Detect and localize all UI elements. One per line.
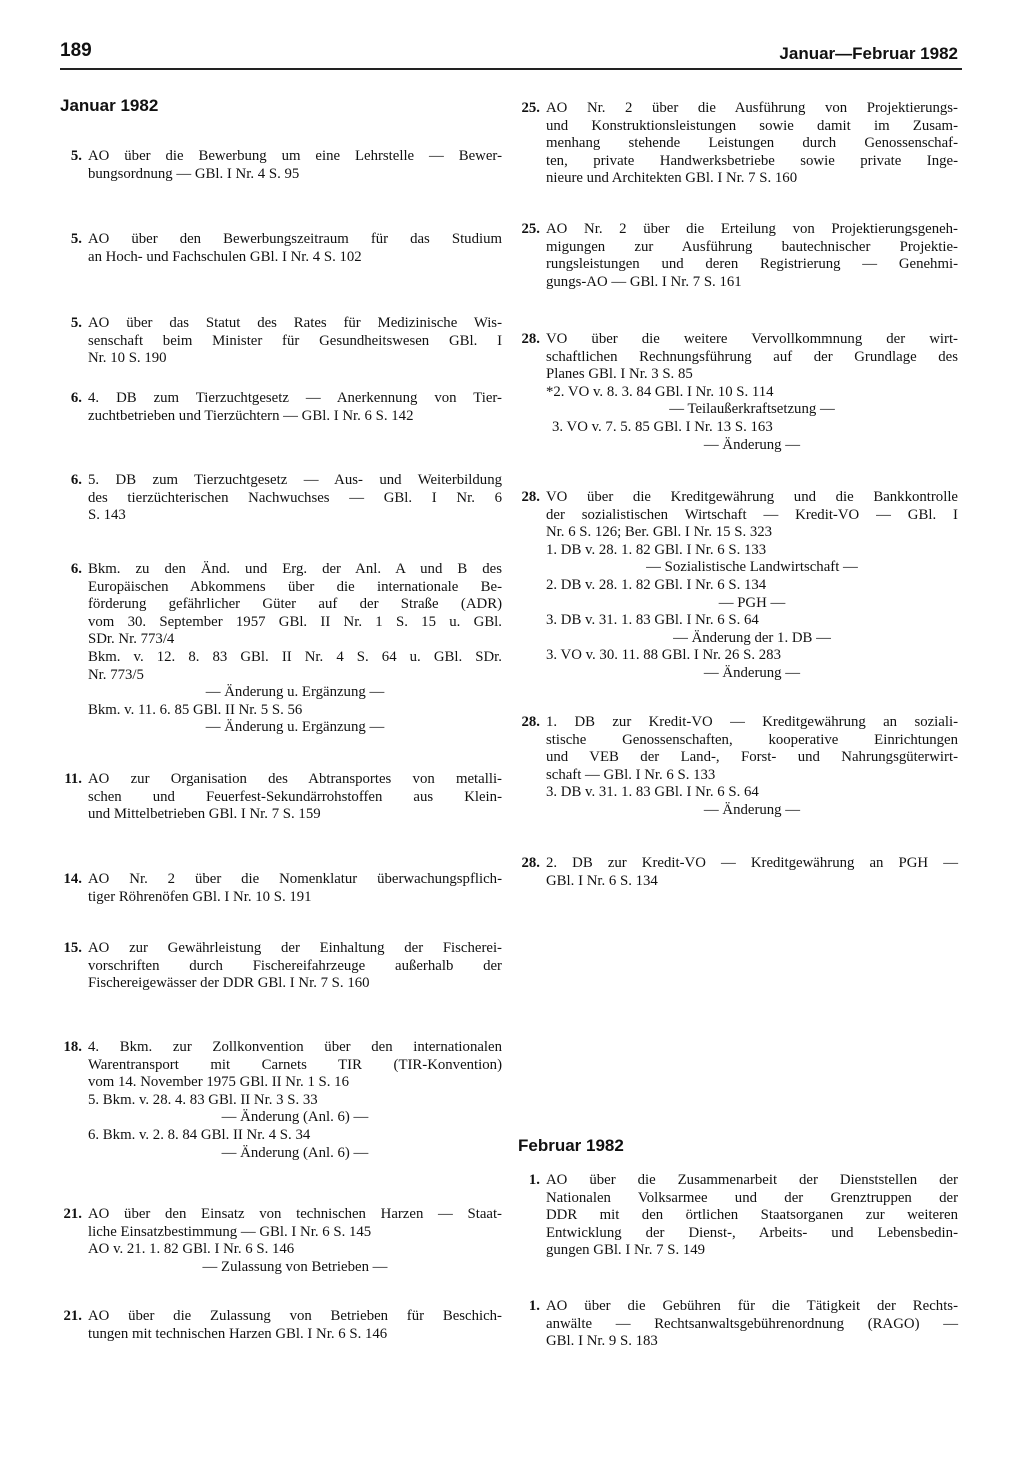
entry-line: 3. VO v. 7. 5. 85 GBl. I Nr. 13 S. 163 [552, 418, 773, 435]
entry-text [546, 100, 958, 188]
entry-line: — Änderung u. Ergänzung — [205, 719, 385, 736]
entry-line: — Änderung der 1. DB — [673, 629, 831, 646]
entry-date: 28. [521, 489, 540, 505]
month-heading-februar: Februar 1982 [518, 1136, 624, 1155]
entry-line: 1. DB zur Kredit-VO — Kreditgewährung an soziali- [546, 714, 958, 730]
entry-line: Nr. 10 S. 190 [88, 350, 167, 367]
entry-date: 28. [521, 714, 540, 730]
entry-date: 5. [70, 148, 82, 164]
entry-line: senschaft beim Minister für Gesundheitswesen GBl. I [88, 332, 502, 349]
entry-line: Warentransport mit Carnets TIR (TIR-Konvention) [88, 1056, 502, 1073]
entry-line: AO Nr. 2 über die Ausführung von Projektierungs- [546, 100, 958, 116]
month-heading-januar: Januar 1982 [60, 96, 159, 115]
entry-line: AO über den Einsatz von technischen Harzen — Staat- [88, 1206, 502, 1222]
entry-line: 5. Bkm. v. 28. 4. 83 GBl. II Nr. 3 S. 33 [88, 1091, 318, 1108]
entry-date: 28. [521, 331, 540, 347]
entry-line: — Zulassung von Betrieben — [202, 1258, 388, 1275]
entry-line: AO über die Zulassung von Betrieben für Beschich- [88, 1308, 502, 1324]
entry-line: GBl. I Nr. 9 S. 183 [546, 1333, 658, 1350]
entry-line: — Änderung u. Ergänzung — [205, 684, 385, 701]
entry-line: AO über die Bewerbung um eine Lehrstelle — Bewer- [88, 148, 502, 164]
entry-line: AO Nr. 2 über die Nomenklatur überwachungspflich- [88, 871, 502, 887]
entry-line: tiger Röhrenöfen GBl. I Nr. 10 S. 191 [88, 888, 312, 905]
entry-line: — PGH — [718, 594, 786, 611]
entry-line: VO über die weitere Vervollkommnung der wirt- [546, 331, 958, 347]
entry-line: vom 30. September 1957 GBl. II Nr. 1 S. 15 u. GBl. [88, 613, 502, 630]
entry-line: — Änderung — [703, 664, 801, 681]
entry-line: menhang stehende Leistungen durch Genossenschaf- [546, 135, 958, 152]
entry-line: und Konstruktionsleistungen sowie damit im Zusam- [546, 117, 958, 134]
entry-line: gungen GBl. I Nr. 7 S. 149 [546, 1242, 706, 1259]
entry-line: AO zur Organisation des Abtransportes von metalli- [88, 771, 502, 787]
entry-line: ten, private Handwerksbetriebe sowie private Inge- [546, 152, 958, 169]
entry-line: schen und Feuerfest-Sekundärrohstoffen aus Klein- [88, 788, 502, 805]
entry-line: — Sozialistische Landwirtschaft — [646, 559, 858, 576]
entry-line: — Änderung (Anl. 6) — [221, 1144, 369, 1161]
entry-text [546, 1172, 958, 1260]
entry-text [546, 855, 958, 890]
entry-text [546, 331, 958, 454]
entry-line: AO über die Zusammenarbeit der Dienststellen der [546, 1172, 958, 1188]
entry-line: Nr. 6 S. 126; Ber. GBl. I Nr. 15 S. 323 [546, 524, 773, 541]
entry-line: und Mittelbetrieben GBl. I Nr. 7 S. 159 [88, 806, 321, 823]
entry-line: Europäischen Abkommens über die internationale Be- [88, 578, 502, 595]
entry-date: 15. [63, 940, 82, 956]
entry-line: Fischereigewässer der DDR GBl. I Nr. 7 S. 160 [88, 975, 370, 992]
entry-line: AO Nr. 2 über die Erteilung von Projektierungsgeneh- [546, 221, 958, 237]
entry-text [546, 221, 958, 291]
entry-line: 2. DB zur Kredit-VO — Kreditgewährung an PGH — [546, 855, 958, 871]
entry-date: 6. [70, 472, 82, 488]
entry-line: *2. VO v. 8. 3. 84 GBl. I Nr. 10 S. 114 [546, 383, 774, 400]
entry-text [88, 390, 502, 425]
entry-date: 25. [521, 100, 540, 116]
entry-line: Bkm. v. 12. 8. 83 GBl. II Nr. 4 S. 64 u. GBl. SDr. [88, 648, 502, 665]
entry-line: 3. DB v. 31. 1. 83 GBl. I Nr. 6 S. 64 [546, 612, 759, 629]
page-number: 189 [60, 40, 92, 61]
entry-line: förderung gefährlicher Güter auf der Straße (ADR) [88, 596, 502, 613]
entry-text [88, 771, 502, 824]
entry-line: — Änderung — [703, 801, 801, 818]
entry-line: AO über die Gebühren für die Tätigkeit der Rechts- [546, 1298, 958, 1314]
entry-line: DDR mit den örtlichen Staatsorganen zur weiteren [546, 1207, 958, 1224]
entry-line: nieure und Architekten GBl. I Nr. 7 S. 160 [546, 170, 798, 187]
entry-line: vorschriften durch Fischereifahrzeuge außerhalb der [88, 957, 502, 974]
entry-line: 4. Bkm. zur Zollkonvention über den internationalen [88, 1039, 502, 1055]
entry-line: des tierzüchterischen Nachwuchses — GBl. I Nr. 6 [88, 489, 502, 506]
entry-line: Nr. 773/5 [88, 666, 144, 683]
entry-line: Planes GBl. I Nr. 3 S. 85 [546, 366, 693, 383]
entry-date: 18. [63, 1039, 82, 1055]
entry-line: 2. DB v. 28. 1. 82 GBl. I Nr. 6 S. 134 [546, 576, 767, 593]
entry-line: Entwicklung der Dienst-, Arbeits- und Lebensbedin- [546, 1224, 958, 1241]
entry-text [88, 1308, 502, 1343]
header-rule [60, 68, 962, 70]
entry-line: schaft — GBl. I Nr. 6 S. 133 [546, 766, 716, 783]
entry-line: schaftlichen Rechnungsführung auf der Grundlage des [546, 348, 958, 365]
entry-line: — Änderung (Anl. 6) — [221, 1109, 369, 1126]
entry-line: tungen mit technischen Harzen GBl. I Nr. 6 S. 146 [88, 1325, 388, 1342]
entry-line: liche Einsatzbestimmung — GBl. I Nr. 6 S. 145 [88, 1223, 372, 1240]
entry-text [88, 315, 502, 368]
entry-date: 14. [63, 871, 82, 887]
entry-date: 6. [70, 561, 82, 577]
entry-line: GBl. I Nr. 6 S. 134 [546, 872, 658, 889]
entry-line: Nationalen Volksarmee und der Grenztruppen der [546, 1189, 958, 1206]
entry-line: 1. DB v. 28. 1. 82 GBl. I Nr. 6 S. 133 [546, 541, 767, 558]
entry-date: 21. [63, 1206, 82, 1222]
entry-line: — Teilaußerkraftsetzung — [669, 401, 835, 418]
running-title: Januar—Februar 1982 [779, 44, 958, 63]
entry-text [88, 561, 502, 737]
entry-text [88, 871, 502, 906]
entry-line: 5. DB zum Tierzuchtgesetz — Aus- und Weiterbildung [88, 472, 502, 488]
entry-line: AO über den Bewerbungszeitraum für das Studium [88, 231, 502, 247]
entry-line: bungsordnung — GBl. I Nr. 4 S. 95 [88, 165, 300, 182]
entry-date: 5. [70, 231, 82, 247]
entry-line: 3. VO v. 30. 11. 88 GBl. I Nr. 26 S. 283 [546, 647, 781, 664]
entry-line: VO über die Kreditgewährung und die Bankkontrolle [546, 489, 958, 505]
entry-line: migungen zur Ausführung bautechnischer Projektie- [546, 238, 958, 255]
entry-line: S. 143 [88, 507, 126, 524]
entry-line: SDr. Nr. 773/4 [88, 631, 175, 648]
entry-line: Bkm. zu den Änd. und Erg. der Anl. A und B des [88, 561, 502, 577]
entry-line: zuchtbetrieben und Tierzüchtern — GBl. I Nr. 6 S. 142 [88, 407, 414, 424]
entry-date: 5. [70, 315, 82, 331]
entry-text [88, 940, 502, 993]
entry-date: 6. [70, 390, 82, 406]
entry-line: 3. DB v. 31. 1. 83 GBl. I Nr. 6 S. 64 [546, 784, 759, 801]
entry-line: 4. DB zum Tierzuchtgesetz — Anerkennung von Tier- [88, 390, 502, 406]
entry-date: 1. [528, 1172, 540, 1188]
entry-text [546, 1298, 958, 1351]
entry-line: — Änderung — [703, 436, 801, 453]
entry-date: 21. [63, 1308, 82, 1324]
entry-line: an Hoch- und Fachschulen GBl. I Nr. 4 S. 102 [88, 248, 362, 265]
entry-line: AO v. 21. 1. 82 GBl. I Nr. 6 S. 146 [88, 1241, 295, 1258]
entry-date: 11. [64, 771, 82, 787]
entry-text [88, 148, 502, 183]
entry-line: AO zur Gewährleistung der Einhaltung der Fischerei- [88, 940, 502, 956]
entry-line: rungsleistungen und deren Registrierung — Genehmi- [546, 256, 958, 273]
entry-text [88, 1206, 502, 1276]
entry-line: vom 14. November 1975 GBl. II Nr. 1 S. 16 [88, 1074, 349, 1091]
entry-line: 6. Bkm. v. 2. 8. 84 GBl. II Nr. 4 S. 34 [88, 1126, 311, 1143]
entry-line: der sozialistischen Wirtschaft — Kredit-VO — GBl. I [546, 506, 958, 523]
entry-text [88, 231, 502, 266]
entry-date: 1. [528, 1298, 540, 1314]
entry-text [546, 714, 958, 820]
entry-line: AO über das Statut des Rates für Medizinische Wis- [88, 315, 502, 331]
entry-date: 28. [521, 855, 540, 871]
entry-text [88, 1039, 502, 1162]
entry-date: 25. [521, 221, 540, 237]
entry-line: gungs-AO — GBl. I Nr. 7 S. 161 [546, 273, 742, 290]
entry-line: anwälte — Rechtsanwaltsgebührenordnung (RAGO) — [546, 1315, 958, 1332]
entry-text [88, 472, 502, 525]
entry-line: Bkm. v. 11. 6. 85 GBl. II Nr. 5 S. 56 [88, 701, 303, 718]
entry-line: und VEB der Land-, Forst- und Nahrungsgüterwirt- [546, 749, 958, 766]
entry-text [546, 489, 958, 683]
entry-line: stische Genossenschaften, kooperative Einrichtungen [546, 731, 958, 748]
